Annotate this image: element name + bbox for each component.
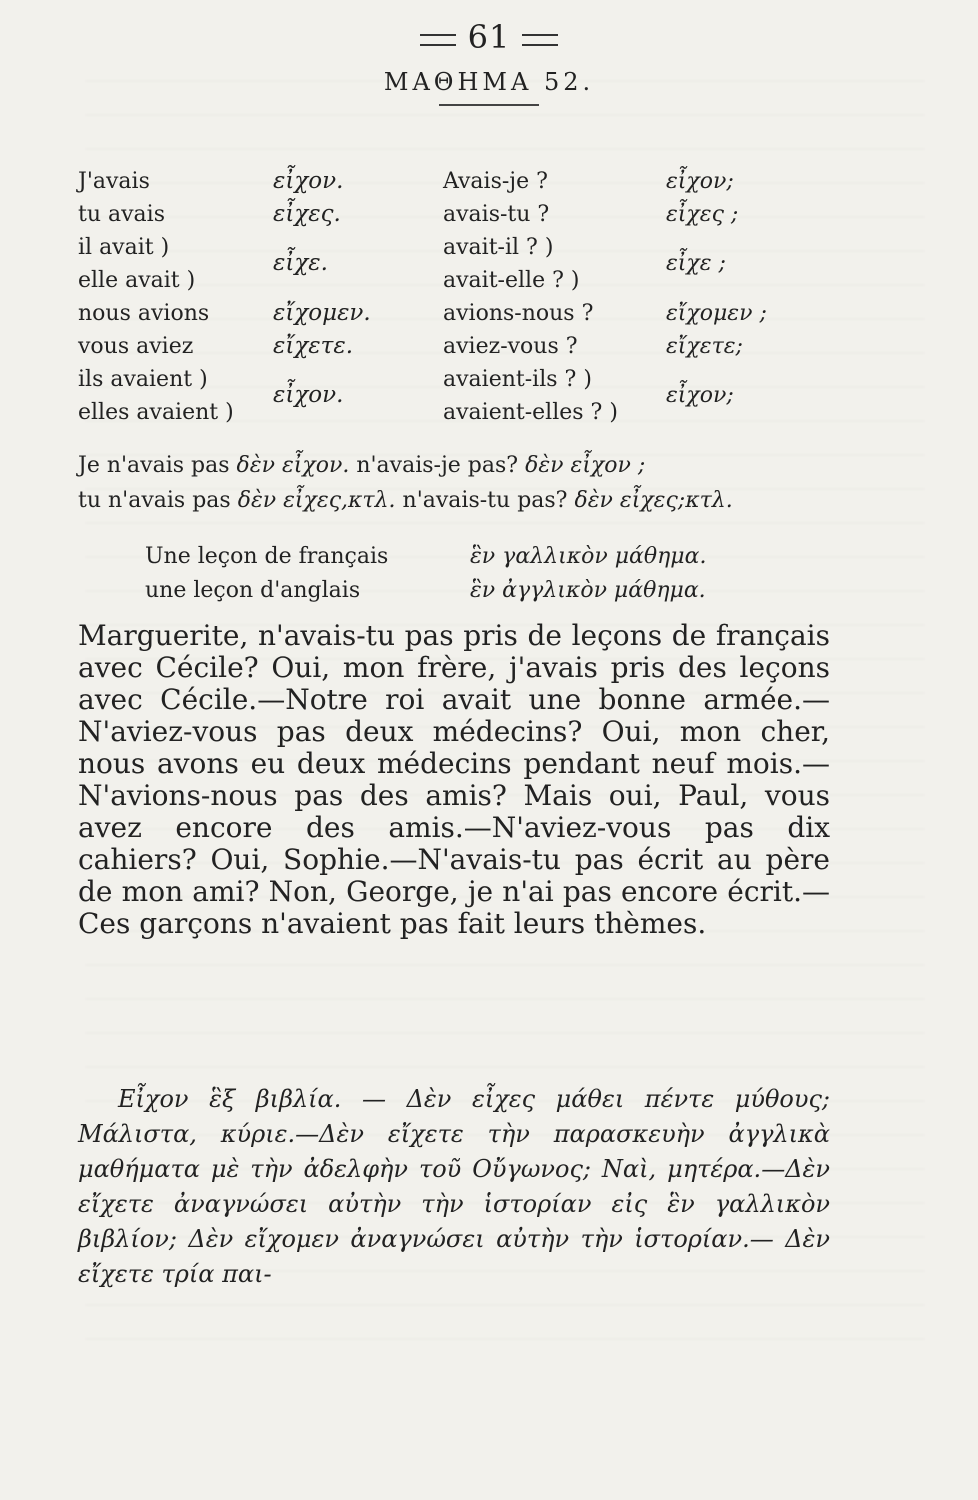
negative-forms (78, 448, 918, 518)
conjugation-row (78, 363, 838, 408)
gr-form-merged: εἶχον. (273, 382, 344, 408)
lesson-title: ΜΑΘΗΜΑ 52. (383, 68, 595, 96)
fr-form: vous aviez (78, 334, 194, 359)
fr-form: nous avions (78, 301, 210, 326)
fr-question: avait-il ? ) (443, 235, 554, 260)
conjugation-row (78, 231, 838, 276)
gr-form-merged: εἶχε. (273, 250, 328, 276)
conjugation-row (78, 330, 838, 363)
lesson-heading (0, 68, 978, 106)
greek-exercise-text: Εἶχον ἓξ βιβλία. — Δὲν εἶχες μάθει πέντε μύθους; Μάλιστα, κύριε.—Δὲν εἴχετε τὴν παρασκευὴν ἀγγλικὰ μαθήματα μὲ τὴν ἀδελφὴν τοῦ Οὔγωνος; Ναὶ, μητέρα.—Δὲν εἴχετε ἀναγνώσει αὐτὴν τὴν ἱστορίαν εἰς ἓν γαλλικὸν βιβλίον; Δὲν εἴχομεν ἀναγνώσει αὐτὴν τὴν ἱστορίαν.— Δὲν εἴχετε τρία παι- (78, 1085, 830, 1288)
fr-neg: Je n'avais pas (78, 453, 230, 478)
vocab-fr: une leçon d'anglais (145, 578, 361, 603)
fr-question: avaient-elles ? ) (443, 400, 618, 425)
vocabulary-list (145, 540, 845, 608)
greek-exercise (78, 1082, 830, 1292)
vocabulary-item (145, 574, 845, 608)
vocab-gr: ἓν γαλλικὸν μάθημα. (470, 544, 707, 569)
fr-question: Avais-je ? (443, 169, 548, 194)
gr-form: εἴχετε. (273, 333, 354, 359)
vocabulary-item (145, 540, 845, 574)
gr-neg-question: δὲν εἶχες;κτλ. (574, 488, 733, 513)
gr-neg: δὲν εἶχον. (236, 453, 350, 478)
fr-neg-question: n'avais-tu pas? (402, 488, 568, 513)
vocab-gr: ἓν ἀγγλικὸν μάθημα. (470, 578, 706, 603)
conjugation-table (78, 165, 838, 429)
fr-form: elles avaient ) (78, 400, 234, 425)
conjugation-row (78, 198, 838, 231)
fr-neg-question: n'avais-je pas? (356, 453, 519, 478)
conjugation-row (78, 165, 838, 198)
fr-form: ils avaient ) (78, 367, 208, 392)
negative-line (78, 448, 918, 483)
vocab-fr: Une leçon de français (145, 544, 389, 569)
gr-form: εἴχομεν. (273, 300, 371, 326)
conjugation-row (78, 297, 838, 330)
gr-question-merged: εἶχον; (666, 383, 734, 408)
gr-neg-question: δὲν εἶχον ; (525, 453, 646, 478)
negative-line (78, 483, 918, 518)
fr-question: avait-elle ? ) (443, 268, 580, 293)
gr-question: εἴχετε; (666, 334, 743, 359)
gr-question: εἶχον; (666, 169, 734, 194)
gr-question-merged: εἶχε ; (666, 251, 726, 276)
fr-form: J'avais (78, 169, 150, 194)
fr-form: elle avait ) (78, 268, 196, 293)
gr-question: εἶχες ; (666, 202, 739, 227)
fr-question: avions-nous ? (443, 301, 594, 326)
french-exercise-text: Marguerite, n'avais-tu pas pris de leçons de français avec Cécile? Oui, mon frère, j'avais pris des leçons avec Cécile.—Notre roi avait une bonne armée.—N'aviez-vous pas deux médecins? Oui, mon cher, nous avons eu deux médecins pendant neuf mois.—N'avions-nous pas des amis? Mais oui, Paul, vous avez encore des amis.—N'aviez-vous pas dix cahiers? Oui, Sophie.—N'avais-tu pas écrit au père de mon ami? Non, George, je n'ai pas encore écrit.—Ces garçons n'avaient pas fait leurs thèmes. (78, 619, 830, 940)
fr-form: tu avais (78, 202, 165, 227)
conjugation-row (78, 396, 838, 429)
gr-neg: δὲν εἶχες,κτλ. (237, 488, 396, 513)
heading-rule (439, 104, 539, 106)
conjugation-row (78, 264, 838, 297)
fr-neg: tu n'avais pas (78, 488, 231, 513)
fr-form: il avait ) (78, 235, 170, 260)
fr-question: avais-tu ? (443, 202, 550, 227)
gr-form: εἶχον. (273, 168, 344, 194)
french-exercise (78, 620, 830, 940)
fr-question: aviez-vous ? (443, 334, 578, 359)
gr-form: εἶχες. (273, 201, 341, 227)
gr-question: εἴχομεν ; (666, 301, 767, 326)
fr-question: avaient-ils ? ) (443, 367, 592, 392)
page-number: 61 (0, 18, 978, 56)
